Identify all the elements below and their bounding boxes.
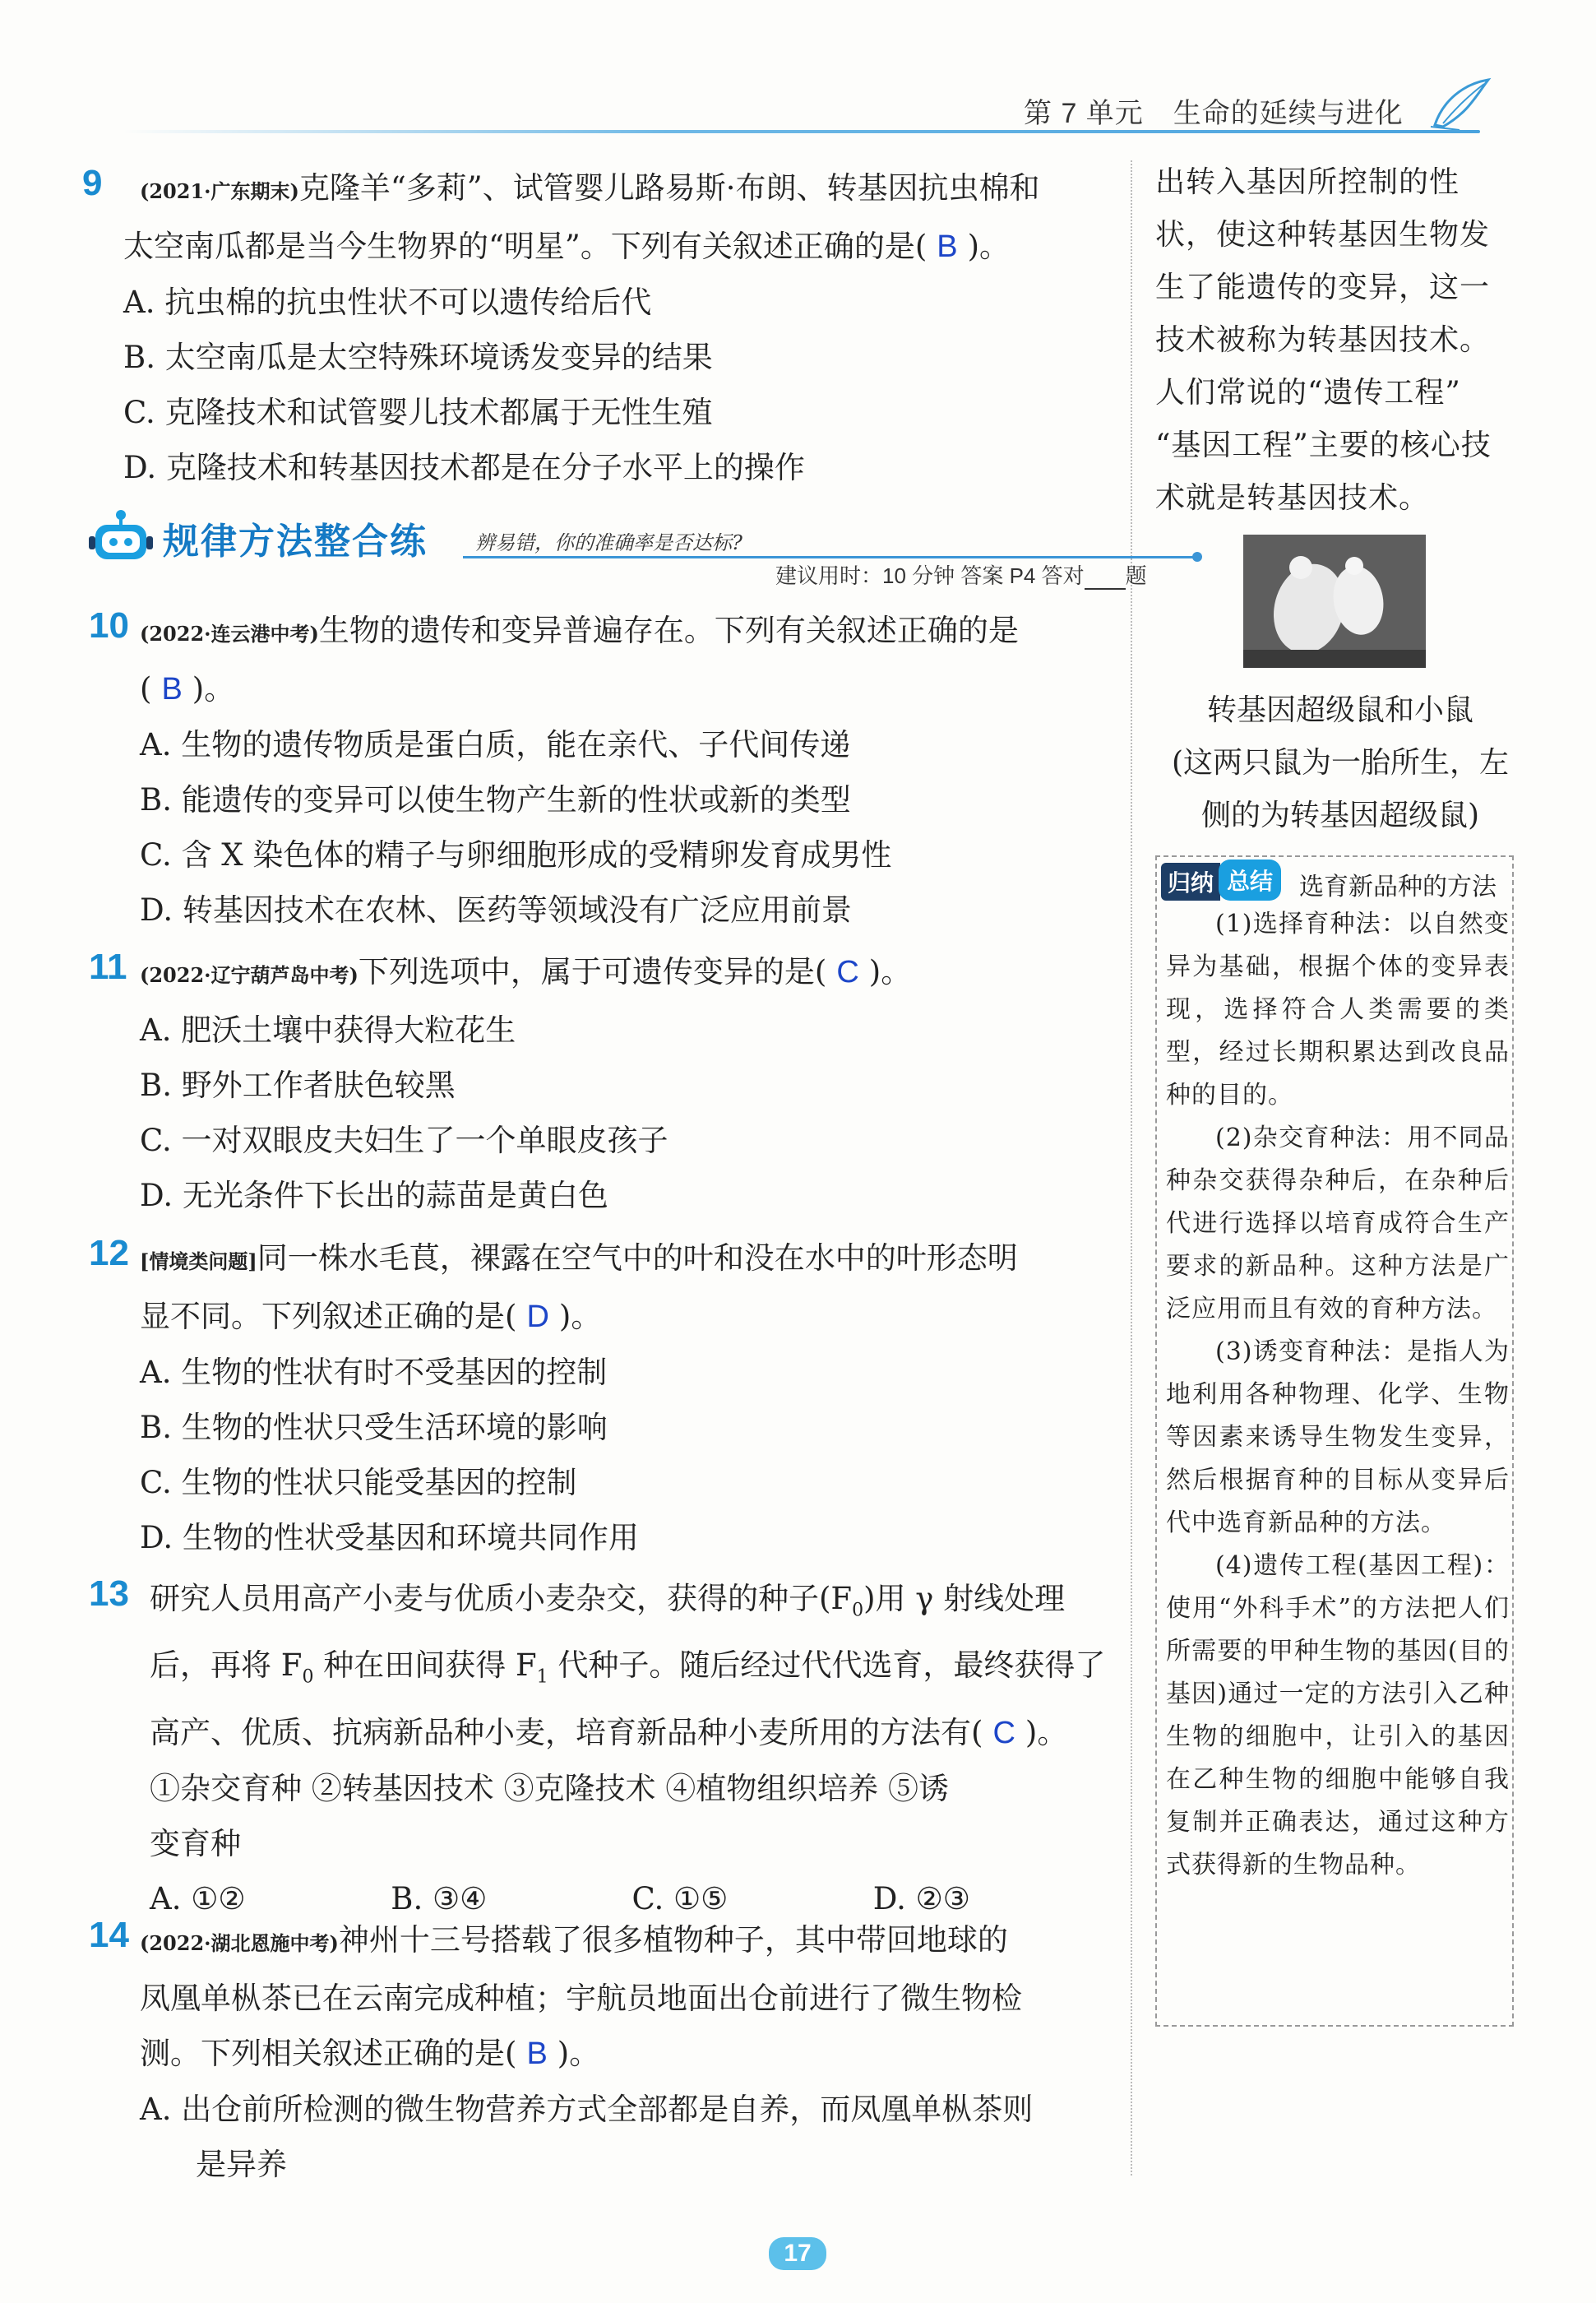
summary-badge-highlight: 总结 <box>1219 860 1281 901</box>
summary-title: 选育新品种的方法 <box>1299 873 1497 901</box>
side-line: 状，使这种转基因生物发 <box>1155 218 1491 252</box>
summary-paragraph: (2)杂交育种法：用不同品种杂交获得杂种后，在杂种后代进行选择以培育成符合生产要求的新品种。这种方法是广泛应用而且有效的育种方法。 <box>1166 1124 1510 1323</box>
answer-mark: C <box>836 955 859 989</box>
answer-mark: C <box>992 1715 1015 1750</box>
summary-paragraph: (4)遗传工程(基因工程)：使用“外科手术”的方法把人们所需要的甲种生物的基因(目的基因)通过一定的方法引入乙种生物的细胞中，让引入的基因在乙种生物的细胞中能够自我复制并正确表达，通过这种方式获得新的生物品种。 <box>1166 1551 1510 1879</box>
question-number: 9 <box>82 163 103 203</box>
question-13: 13 研究人员用高产小麦与优质小麦杂交，获得的种子$(F_0)$用 γ 射线处理 后，再将 $F_0$ 种在田间获得 $F_1$ 代种子。随后经过代代选育，最终获得了 高产、优质、抗病新品种小麦，培育新品种小麦所用的方法有( C )。 ①杂交育种 ②转基因技术 ③克隆技术 ④植物组织培养 ⑤诱 变育种 A. ①② B. ③④ C. ①⑤ D. ②③ <box>82 1571 1114 1926</box>
side-line: 技术被称为转基因技术。 <box>1155 323 1491 357</box>
option-a: A. 肥沃土壤中获得大粒花生 <box>140 1012 516 1048</box>
question-source: (2022·辽宁葫芦岛中考) <box>140 963 359 987</box>
section-dot <box>1192 552 1202 562</box>
question-stem: 生物的遗传和变异普遍存在。下列有关叙述正确的是 <box>318 613 1019 648</box>
question-14: 14 (2022·湖北恩施中考)神州十三号搭载了很多植物种子，其中带回地球的 凤凰单枞茶已在云南完成种植；宇航员地面出仓前进行了微生物检 测。下列相关叙述正确的是( B )。 A. 出仓前所检测的微生物营养方式全部都是自养，而凤凰单枞茶则 是异养 <box>82 1912 1114 2192</box>
page-number: 17 <box>769 2237 826 2270</box>
choice-c: C. ①⑤ <box>631 1880 729 1916</box>
section-header <box>89 503 1147 588</box>
mice-photo <box>1243 535 1426 668</box>
question-number: 12 <box>89 1233 129 1273</box>
option-b: B. 太空南瓜是太空特殊环境诱发变异的结果 <box>123 340 713 375</box>
summary-paragraph: (3)诱变育种法：是指人为地利用各种物理、化学、生物等因素来诱导生物发生变异，然后根据育种的目标从变异后代中选育新品种的方法。 <box>1166 1337 1510 1537</box>
option-a: A. 抗虫棉的抗虫性状不可以遗传给后代 <box>123 285 652 320</box>
photo-caption: 转基因超级鼠和小鼠 (这两只鼠为一胎所生，左 侧的为转基因超级鼠) <box>1171 693 1510 832</box>
header-divider <box>123 130 1480 133</box>
question-stem: 神州十三号搭载了很多植物种子，其中带回地球的 <box>338 1922 1008 1958</box>
option-a: A. 生物的性状有时不受基因的控制 <box>140 1355 608 1390</box>
column-divider <box>1131 160 1132 2176</box>
option-c: C. 生物的性状只能受基因的控制 <box>140 1465 577 1500</box>
unit-title: 生命的延续与进化 <box>1173 98 1404 129</box>
side-line: 人们常说的“遗传工程” <box>1155 376 1461 410</box>
section-title: 规律方法整合练 <box>163 521 428 562</box>
option-d: D. 无光条件下长出的蒜苗是黄白色 <box>140 1178 608 1213</box>
section-subtitle: 辨易错，你的准确率是否达标? <box>475 531 742 554</box>
choice-d: D. ②③ <box>872 1880 970 1916</box>
summary-body <box>1166 903 1510 1887</box>
question-number: 13 <box>89 1573 129 1614</box>
summary-badge: 归纳 <box>1161 863 1220 901</box>
option-b: B. 生物的性状只受生活环境的影响 <box>140 1410 608 1445</box>
option-d: D. 生物的性状受基因和环境共同作用 <box>140 1520 639 1555</box>
question-stem: 同一株水毛茛，裸露在空气中的叶和没在水中的叶形态明 <box>257 1240 1018 1276</box>
answer-mark: B <box>526 2037 548 2071</box>
robot-icon <box>89 503 153 566</box>
question-source: (2021·广东期末) <box>140 179 299 203</box>
side-line: “基因工程”主要的核心技 <box>1155 429 1492 462</box>
question-stem-line2: 太空南瓜都是当今生物界的“明星”。下列有关叙述正确的是( <box>123 229 928 264</box>
question-9: 9 (2021·广东期末)克隆羊“多莉”、试管婴儿路易斯·布朗、转基因抗虫棉和 太空南瓜都是当今生物界的“明星”。下列有关叙述正确的是( B )。 A. 抗虫棉的抗虫性状不可以遗传给后代 B. 太空南瓜是太空特殊环境诱发变异的结果 C. 克隆技术和试管婴儿技术都属于无性生殖 D. 克隆技术和转基因技术都是在分子水平上的操作 <box>82 160 1114 495</box>
choice-a: A. ①② <box>150 1880 246 1916</box>
method-items: ①杂交育种 ②转基因技术 ③克隆技术 ④植物组织培养 ⑤诱 <box>150 1770 950 1806</box>
side-line: 生了能遗传的变异，这一 <box>1155 271 1491 304</box>
answer-mark: B <box>161 672 183 707</box>
unit-label: 第 7 单元 <box>1024 98 1144 129</box>
question-number: 14 <box>89 1915 129 1955</box>
option-a: A. 出仓前所检测的微生物营养方式全部都是自养，而凤凰单枞茶则 <box>140 2092 1034 2127</box>
question-source: (2022·湖北恩施中考) <box>140 1931 339 1955</box>
question-source: [情境类问题] <box>140 1249 257 1273</box>
choice-b: B. ③④ <box>391 1880 488 1916</box>
option-b: B. 野外工作者肤色较黑 <box>140 1068 456 1103</box>
question-number: 11 <box>89 947 127 987</box>
question-11: 11 (2022·辽宁葫芦岛中考)下列选项中，属于可遗传变异的是( C )。 A. 肥沃土壤中获得大粒花生 B. 野外工作者肤色较黑 C. 一对双眼皮夫妇生了一个单眼皮孩子 D. 无光条件下长出的蒜苗是黄白色 <box>82 944 1114 1223</box>
option-c: C. 含 X 染色体的精子与卵细胞形成的受精卵发育成男性 <box>140 837 892 873</box>
side-note <box>1155 156 1525 525</box>
answer-mark: D <box>526 1300 549 1334</box>
answer-mark: B <box>937 229 958 264</box>
section-info: 建议用时：10 分钟 答案 P4 答对 题 <box>775 563 1147 588</box>
side-line: 出转入基因所控制的性 <box>1155 165 1460 199</box>
option-a-cont: 是异养 <box>196 2147 287 2182</box>
summary-header <box>1161 860 1523 901</box>
option-d: D. 克隆技术和转基因技术都是在分子水平上的操作 <box>123 450 805 485</box>
leaf-logo-icon <box>1427 76 1492 133</box>
option-b: B. 能遗传的变异可以使生物产生新的性状或新的类型 <box>140 782 851 818</box>
section-underline <box>463 556 1199 558</box>
summary-paragraph: (1)选择育种法：以自然变异为基础，根据个体的变异表现，选择符合人类需要的类型，经过长期积累达到改良品种的目的。 <box>1166 910 1510 1110</box>
question-12: 12 [情境类问题]同一株水毛茛，裸露在空气中的叶和没在水中的叶形态明 显不同。下列叙述正确的是( D )。 A. 生物的性状有时不受基因的控制 B. 生物的性状只受生活环境的影响 C. 生物的性状只能受基因的控制 D. 生物的性状受基因和环境共同作用 <box>82 1230 1114 1565</box>
option-c: C. 一对双眼皮夫妇生了一个单眼皮孩子 <box>140 1123 668 1158</box>
question-source: (2022·连云港中考) <box>140 622 319 646</box>
question-stem: 克隆羊“多莉”、试管婴儿路易斯·布朗、转基因抗虫棉和 <box>298 170 1040 206</box>
question-number: 10 <box>89 605 129 646</box>
side-line: 术就是转基因技术。 <box>1155 481 1430 515</box>
question-stem: 下列选项中，属于可遗传变异的是( <box>358 954 827 989</box>
option-a: A. 生物的遗传物质是蛋白质，能在亲代、子代间传递 <box>140 727 851 762</box>
page-header <box>1024 90 1433 131</box>
question-10: 10 (2022·连云港中考)生物的遗传和变异普遍存在。下列有关叙述正确的是 ( B )。 A. 生物的遗传物质是蛋白质，能在亲代、子代间传递 B. 能遗传的变异可以使生物产生新的性状或新的类型 C. 含 X 染色体的精子与卵细胞形成的受精卵发育成男性 D. 转基因技术在农林、医药等领域没有广泛应用前景 <box>82 603 1114 938</box>
option-c: C. 克隆技术和试管婴儿技术都属于无性生殖 <box>123 395 713 430</box>
option-d: D. 转基因技术在农林、医药等领域没有广泛应用前景 <box>140 892 852 928</box>
score-blank <box>1085 567 1126 590</box>
